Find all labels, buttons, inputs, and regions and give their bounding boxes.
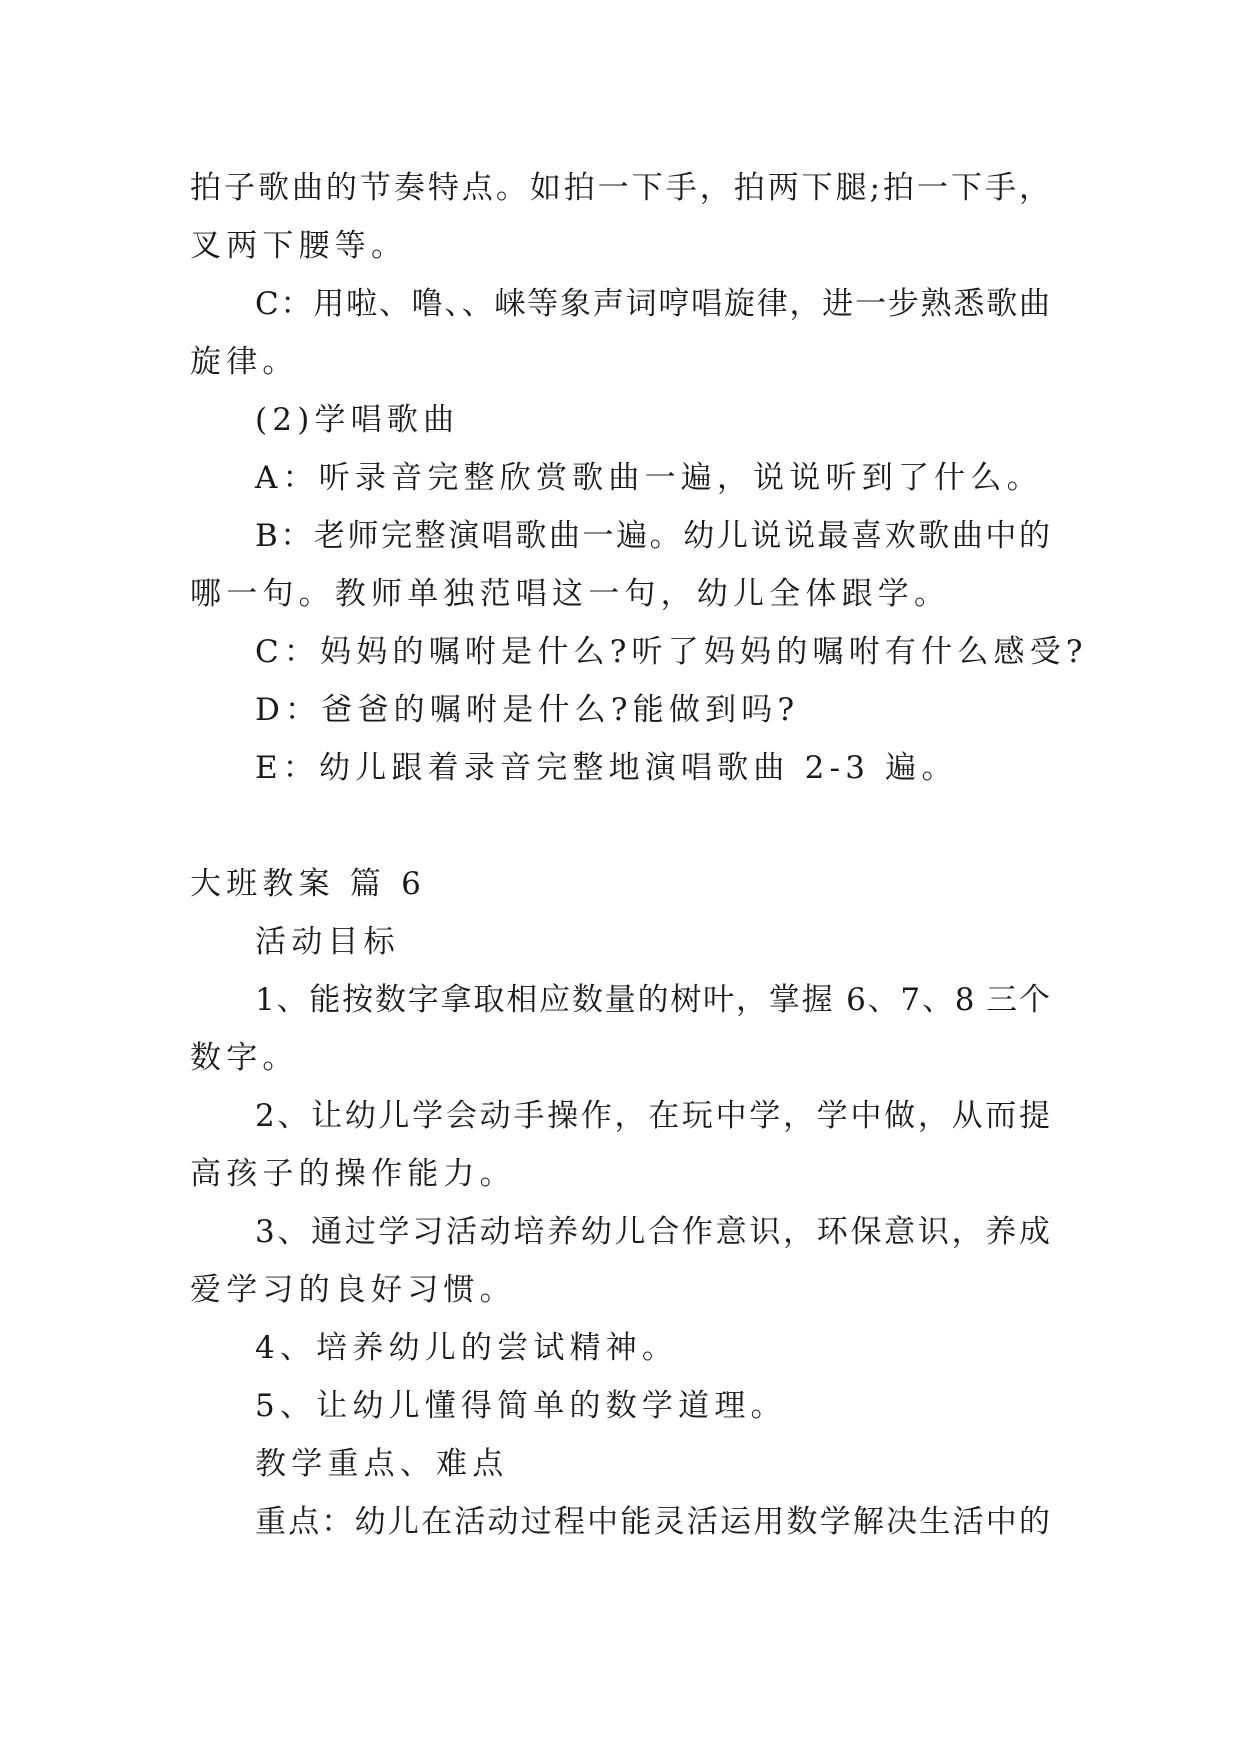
text-line: 1、能按数字拿取相应数量的树叶，掌握 6、7、8 三个 — [255, 982, 1050, 1018]
text-line: 叉两下腰等。 — [190, 228, 408, 264]
text-line: 旋律。 — [190, 344, 299, 380]
subheading: 教学重点、难点 — [255, 1446, 509, 1482]
text-line: 2、让幼儿学会动手操作，在玩中学，学中做，从而提 — [255, 1098, 1050, 1134]
section-title: 大班教案 篇 6 — [190, 866, 427, 902]
subheading: 活动目标 — [255, 924, 400, 960]
text-line: 哪一句。教师单独范唱这一句，幼儿全体跟学。 — [190, 576, 951, 612]
text-line: 3、通过学习活动培养幼儿合作意识，环保意识，养成 — [255, 1214, 1050, 1250]
text-line: 高孩子的操作能力。 — [190, 1156, 516, 1192]
text-line: C：用啦、噜、、崃等象声词哼唱旋律，进一步熟悉歌曲 — [255, 286, 1050, 322]
text-line: E：幼儿跟着录音完整地演唱歌曲 2-3 遍。 — [255, 750, 958, 786]
text-line: 5、让幼儿懂得简单的数学道理。 — [255, 1388, 787, 1424]
text-line: 拍子歌曲的节奏特点。如拍一下手，拍两下腿;拍一下手， — [190, 170, 1050, 206]
subheading: (2)学唱歌曲 — [255, 402, 460, 438]
text-line: A：听录音完整欣赏歌曲一遍，说说听到了什么。 — [255, 460, 1043, 496]
text-line: C：妈妈的嘱咐是什么?听了妈妈的嘱咐有什么感受? — [255, 634, 1088, 670]
text-line: B：老师完整演唱歌曲一遍。幼儿说说最喜欢歌曲中的 — [255, 518, 1050, 554]
text-line: 数字。 — [190, 1040, 299, 1076]
text-line: D：爸爸的嘱咐是什么?能做到吗? — [255, 692, 800, 728]
text-line: 4、培养幼儿的尝试精神。 — [255, 1330, 679, 1366]
text-line: 重点：幼儿在活动过程中能灵活运用数学解决生活中的 — [255, 1504, 1050, 1540]
text-line: 爱学习的良好习惯。 — [190, 1272, 516, 1308]
